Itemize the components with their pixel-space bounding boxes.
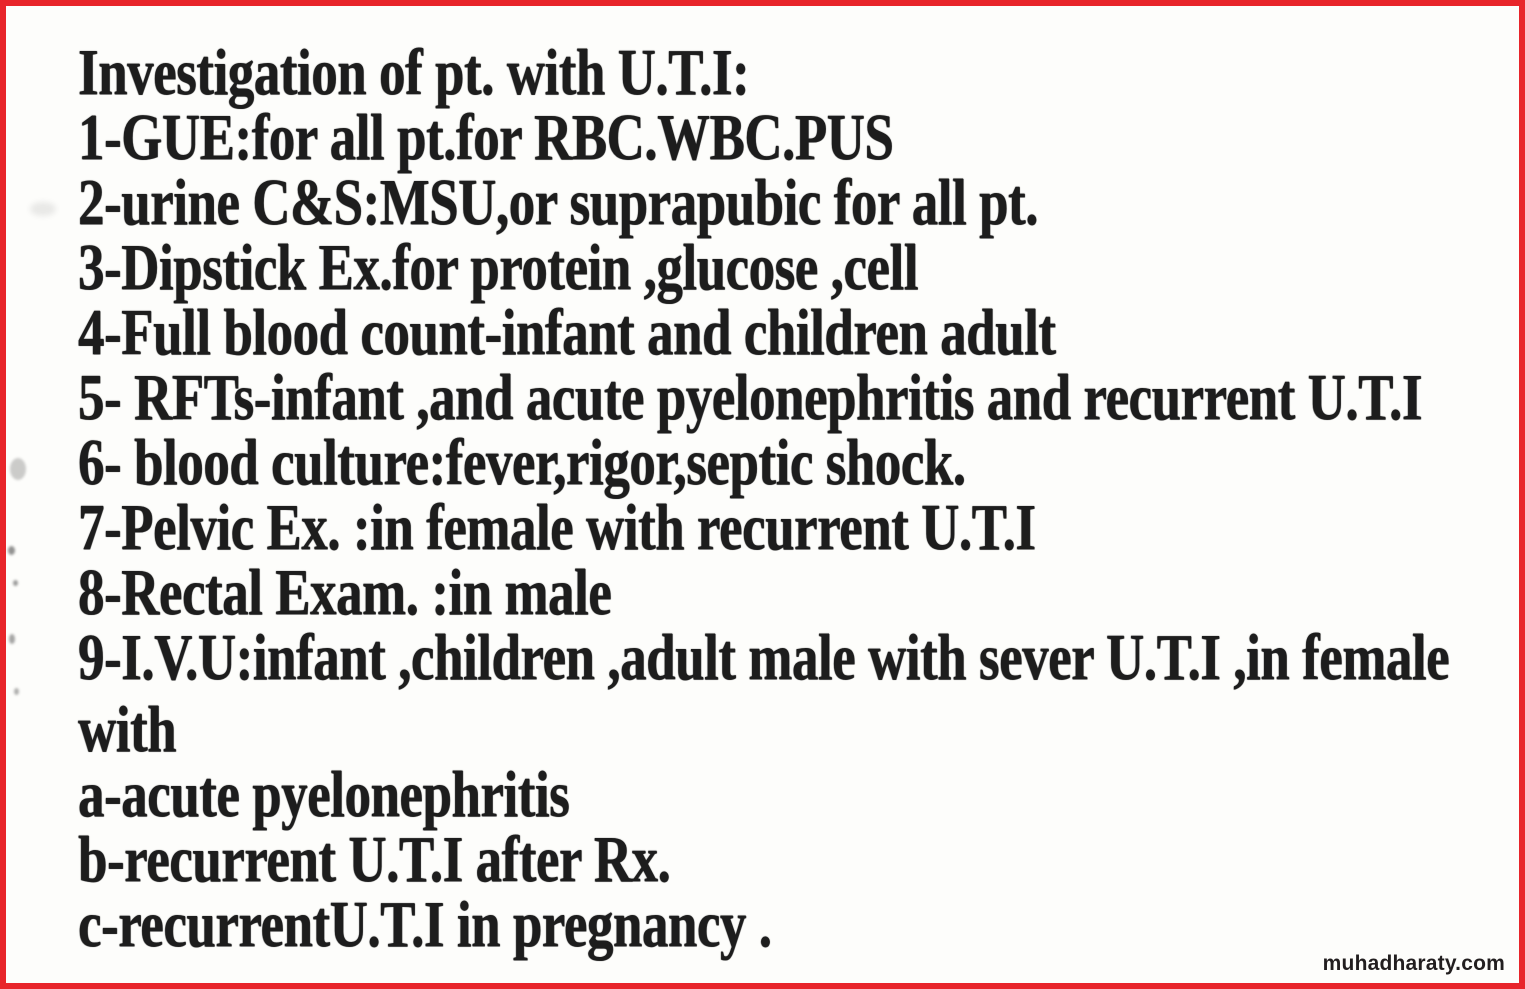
scan-smudge (30, 202, 56, 216)
document-text-block (78, 36, 1525, 961)
text-line-rfts: 5- RFTs-infant ,and acute pyelonephritis and recurrent U.T.I (78, 361, 1423, 434)
scan-smudge (9, 634, 15, 644)
text-line-blood-culture: 6- blood culture:fever,rigor,septic shock. (78, 426, 966, 499)
text-line-pelvic-ex: 7-Pelvic Ex. :in female with recurrent U.T.I (78, 491, 1036, 564)
scan-smudge (13, 580, 18, 586)
text-line-c-recurrent: c-recurrentU.T.I in pregnancy . (78, 888, 772, 961)
text-line-urine-cs: 2-urine C&S:MSU,or suprapubic for all pt. (78, 166, 1038, 239)
text-line-rectal-exam: 8-Rectal Exam. :in male (78, 556, 612, 629)
text-line-a-acute: a-acute pyelonephritis (78, 758, 570, 831)
document-title: Investigation of pt. with U.T.I: (78, 36, 750, 109)
text-line-with: with (78, 693, 177, 766)
text-line-fbc: 4-Full blood count-infant and children adult (78, 296, 1056, 369)
scan-smudge (8, 546, 15, 555)
watermark-text: muhadharaty.com (1322, 952, 1505, 975)
text-line-b-recurrent: b-recurrent U.T.I after Rx. (78, 823, 671, 896)
text-line-dipstick: 3-Dipstick Ex.for protein ,glucose ,cell (78, 231, 918, 304)
text-line-ivu: 9-I.V.U:infant ,children ,adult male with sever U.T.I ,in female (78, 621, 1450, 694)
scan-smudge (14, 688, 19, 695)
scan-smudge (10, 458, 26, 480)
text-line-gue: 1-GUE:for all pt.for RBC.WBC.PUS (78, 101, 894, 174)
